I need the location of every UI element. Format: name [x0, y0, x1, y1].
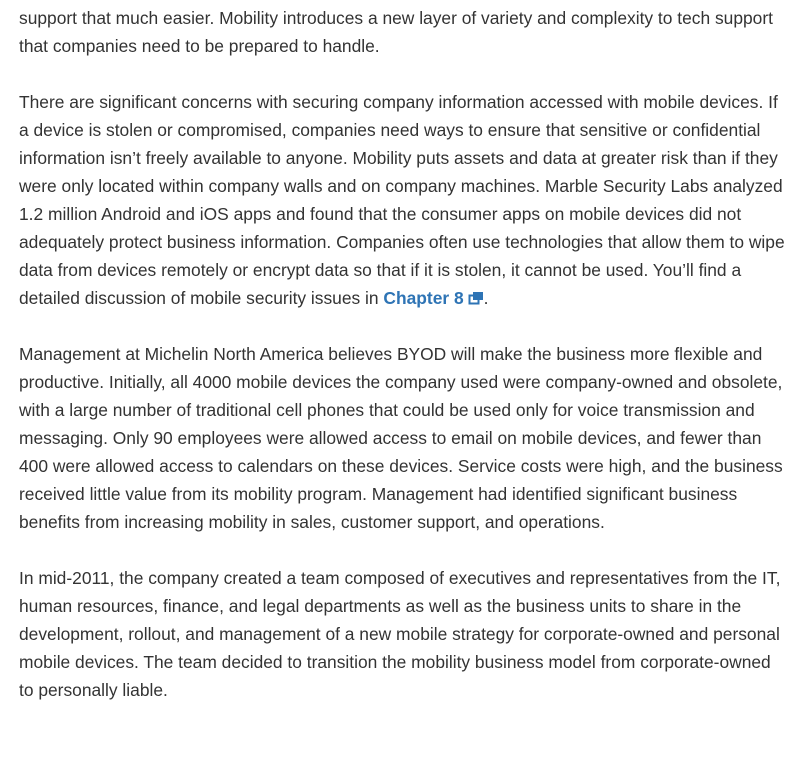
paragraph-michelin-management: Management at Michelin North America believes BYOD will make the business more flexible and productive. Initially, all 4000 mobile devices the company used were company-owned and obsolete, with a large number of traditional cell phones that could be used only for voice transmission and messaging. Only 90 employees were allowed access to email on mobile devices, and fewer than 400 were allowed access to calendars on these devices. Service costs were high, and the business received little value from its mobility program. Management had identified significant business benefits from increasing mobility in sales, customer support, and operations.: [19, 344, 783, 532]
paragraph-tech-support: support that much easier. Mobility introduces a new layer of variety and complexity to tech support that companies need to be prepared to handle.: [19, 8, 773, 56]
security-paragraph-end: .: [483, 288, 489, 308]
paragraph-security-concerns: [19, 88, 785, 312]
security-paragraph-text: There are significant concerns with securing company information accessed with mobile devices. If a device is stolen or compromised, companies need ways to ensure that sensitive or confidential information isn’t freely available to anyone. Mobility puts assets and data at greater risk than if they were only located within company walls and on company machines. Marble Security Labs analyzed 1.2 million Android and iOS apps and found that the consumer apps on mobile devices did not adequately protect business information. Companies often use technologies that allow them to wipe data from devices remotely or encrypt data so that if it is stolen, it cannot be used. You’ll find a detailed discussion of mobile security issues in: [19, 92, 785, 308]
chapter-8-link[interactable]: [383, 288, 483, 308]
paragraph-mobile-strategy-team: In mid-2011, the company created a team composed of executives and representatives from the IT, human resources, finance, and legal departments as well as the business units to share in the development, rollout, and management of a new mobile strategy for corporate-owned and personal mobile devices. The team decided to transition the mobility business model from corporate-owned to personally liable.: [19, 568, 781, 700]
chapter-8-link-label: Chapter 8: [383, 288, 464, 308]
external-link-icon: [468, 291, 484, 305]
article-body: [19, 4, 785, 732]
